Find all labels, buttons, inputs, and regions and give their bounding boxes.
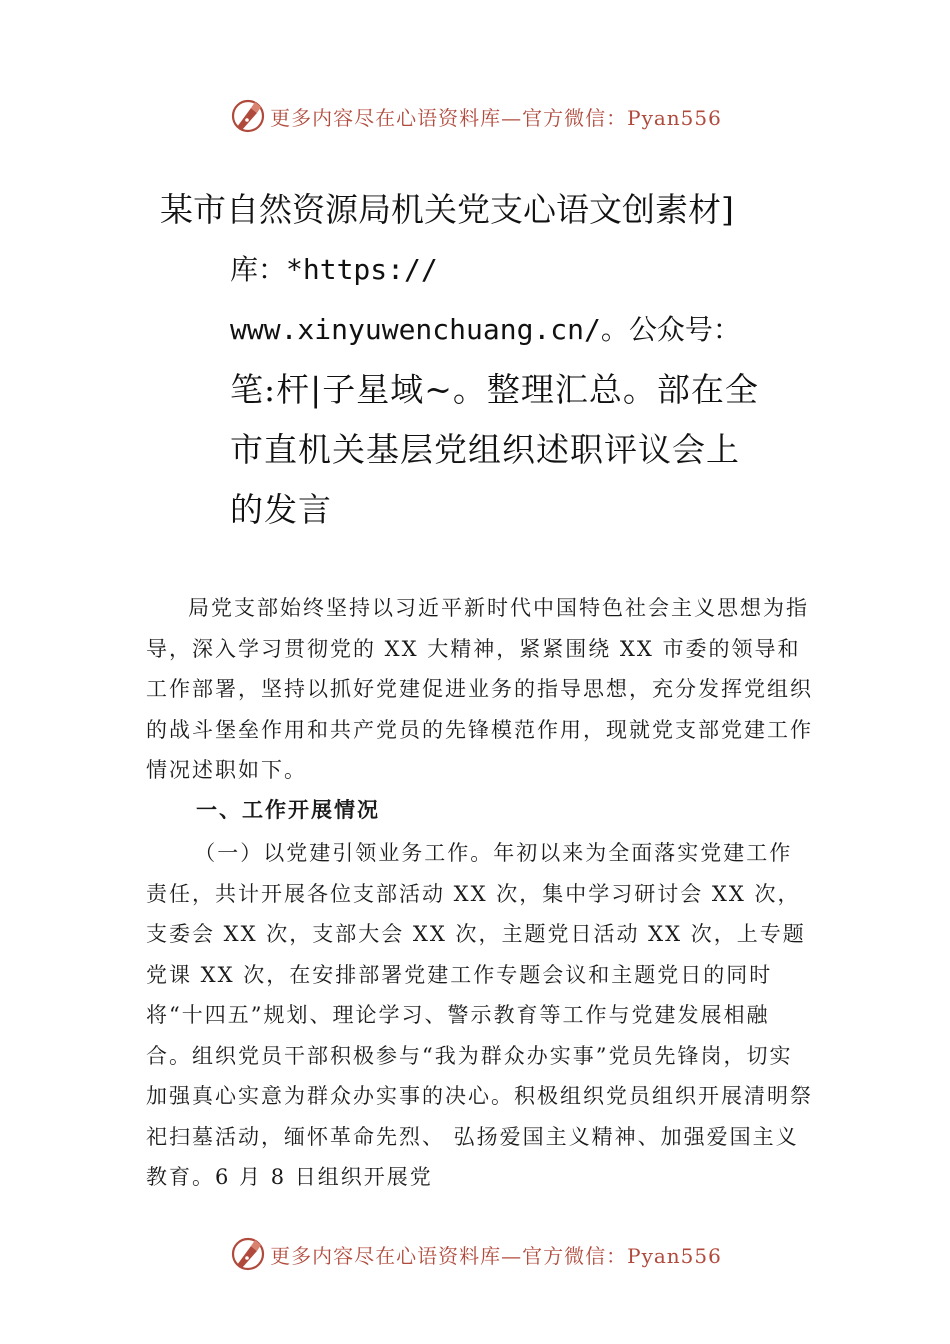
- pen-nib-logo-icon: [228, 96, 268, 136]
- banner-text: 更多内容尽在心语资料库—官方微信：Pyan556: [270, 105, 722, 130]
- title-line-6: 的发言: [230, 490, 332, 529]
- title-line-3: www.xinyuwenchuang.cn/。公众号：: [230, 313, 741, 346]
- paragraph-2-text: （一）以党建引领业务工作。年初以来为全面落实党建工作责任，共计开展各位支部活动 XX 次，集中学习研讨会 XX 次，支委会 XX 次，支部大会 XX 次，主题党日活动 XX 次，上专题党课 XX 次，在安排部署党建工作专题会议和主题党日的同时将“十四五”规划、理论学习、警示教育等工作与党建发展相融合。组织党员干部积极参与“我为群众办实事”党员先锋岗，切实加强真心实意为群众办实事的决心。积极组织党员组织开展清明祭祀扫墓活动，缅怀革命先烈、 弘扬爱国主义精神、加强爱国主义教育。6 月 8 日组织开展党: [146, 841, 813, 1189]
- section-heading: 一、工作开展情况: [196, 798, 380, 822]
- title-line-1: 某市自然资源局机关党支心语文创素材]: [160, 190, 734, 229]
- title-line-5: 市直机关基层党组织述职评议会上: [230, 430, 740, 469]
- footer-banner: [0, 1234, 950, 1274]
- paragraph-1-text: 局党支部始终坚持以习近平新时代中国特色社会主义思想为指导，深入学习贯彻党的 XX 大精神，紧紧围绕 XX 市委的领导和工作部署，坚持以抓好党建促进业务的指导思想，充分发挥党组织的战斗堡垒作用和共产党员的先锋模范作用，现就党支部党建工作情况述职如下。: [146, 596, 813, 782]
- header-banner: [0, 96, 950, 136]
- work-paragraph: [146, 833, 814, 1198]
- banner-text: 更多内容尽在心语资料库—官方微信：Pyan556: [270, 1243, 722, 1268]
- pen-nib-logo-icon: [228, 1234, 268, 1274]
- title-line-2: 库：*https://: [230, 253, 438, 286]
- title-line-4: 笔:杆|子星域~。整理汇总。部在全: [230, 370, 759, 409]
- intro-paragraph: [146, 588, 814, 791]
- document-title: [160, 180, 810, 540]
